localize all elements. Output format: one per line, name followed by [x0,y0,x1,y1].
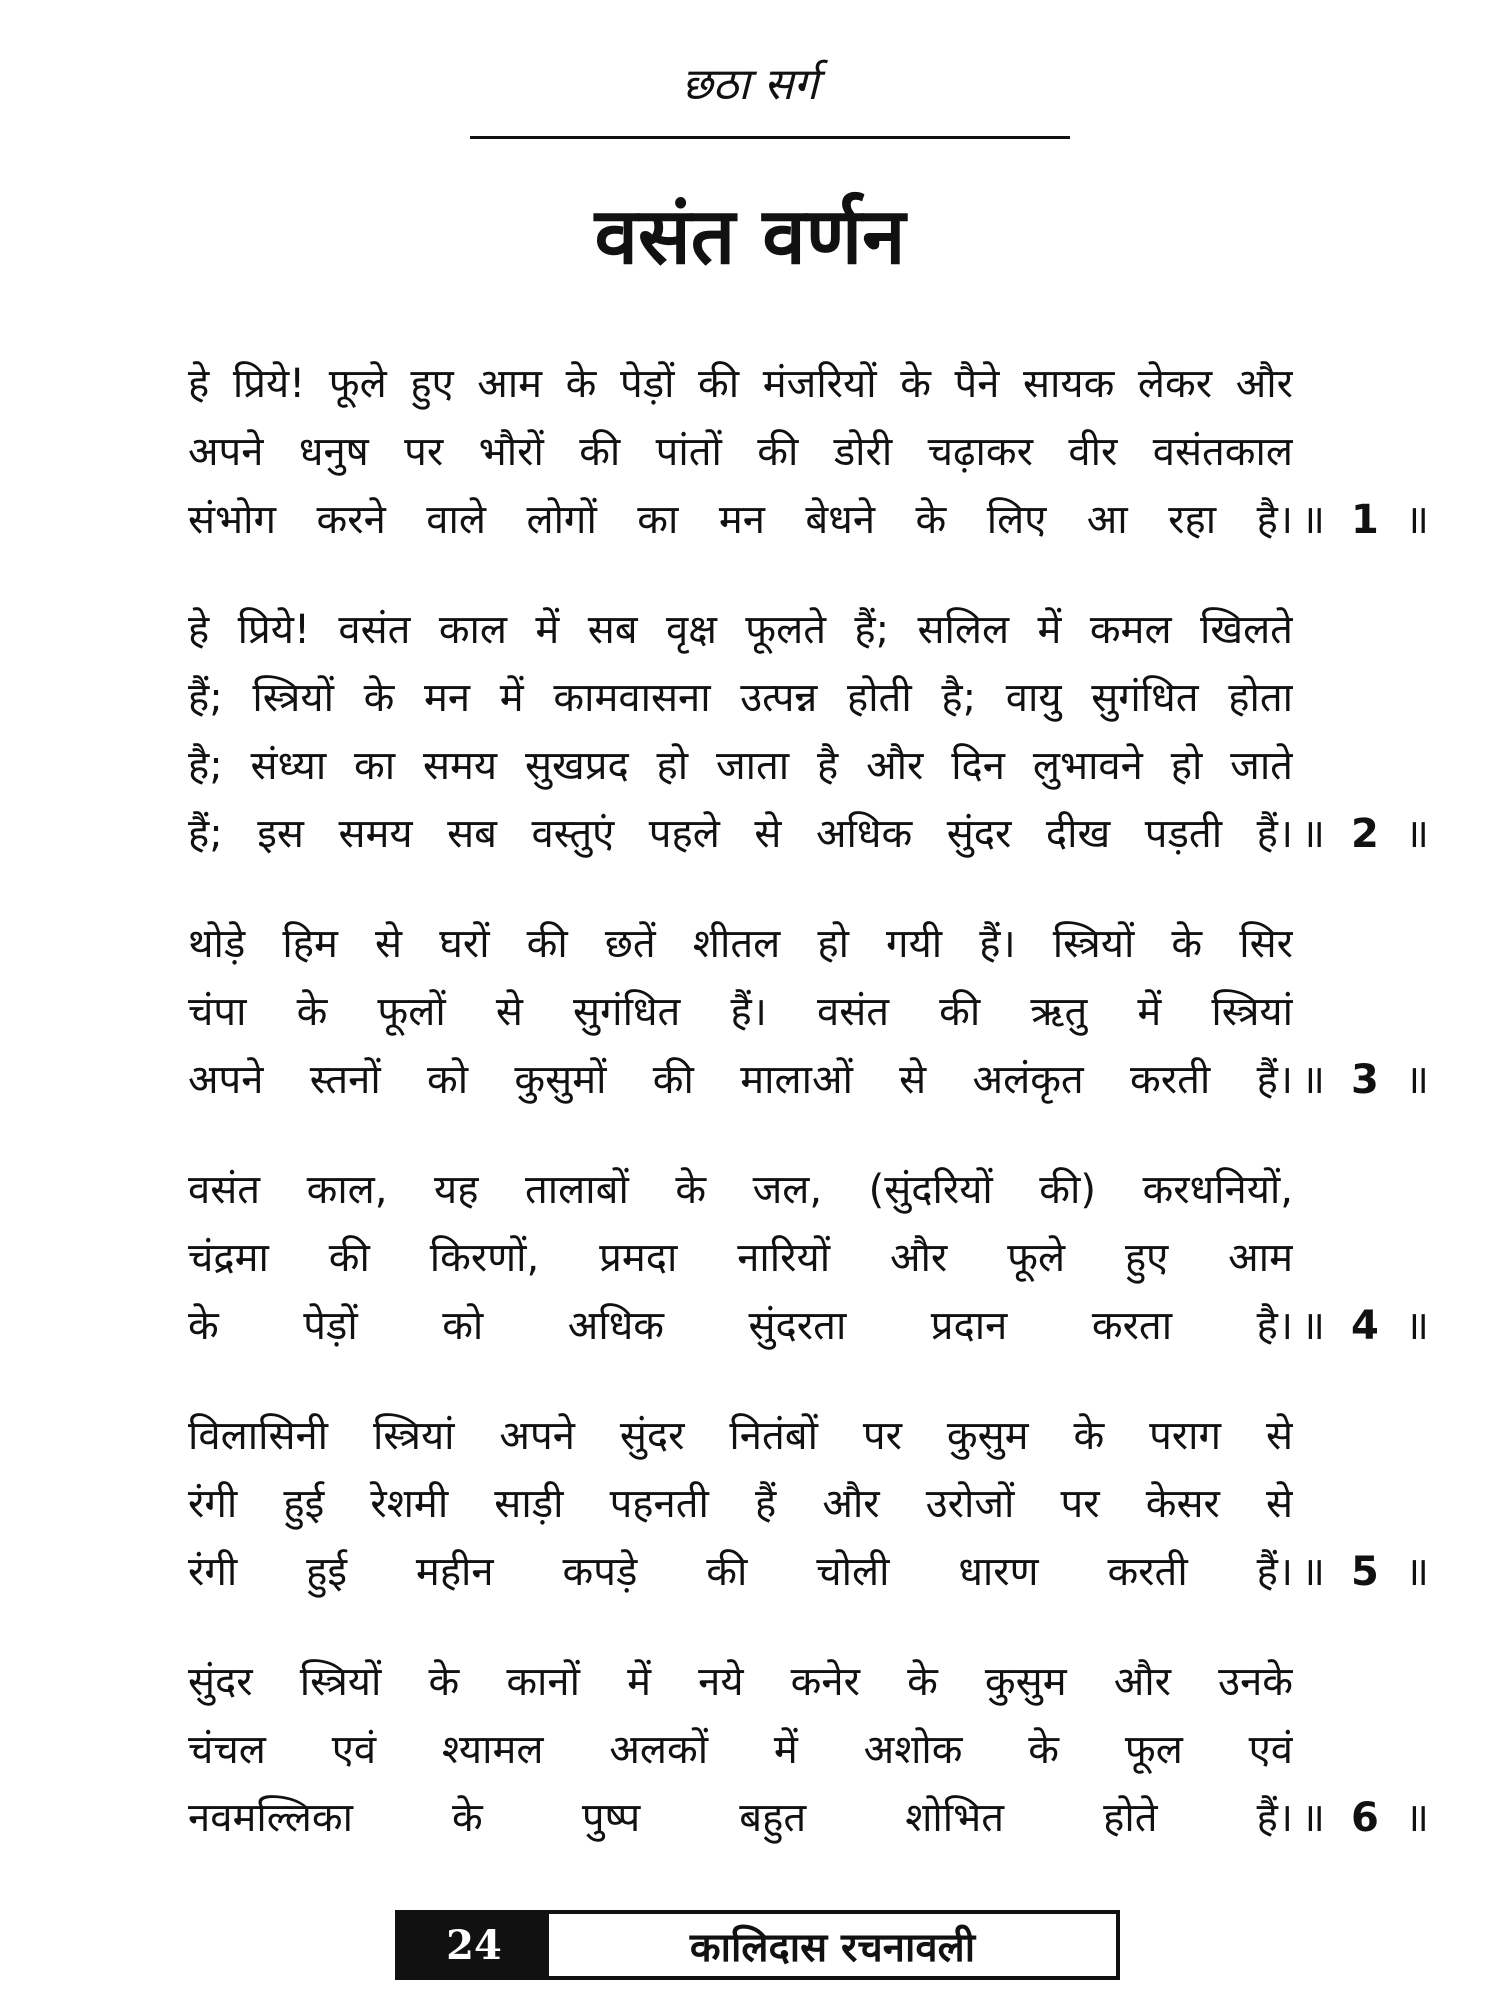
verse-number: 1 [1351,497,1379,543]
verse-line: वसंत काल, यह तालाबों के जल, (सुंदरियों की) करधनियों, [188,1167,1293,1213]
verse-mark-close: ॥ [1404,497,1429,543]
verse-mark-open: ॥ [1301,1795,1325,1841]
verse-line: रंगी हुई महीन कपड़े की चोली धारण करती हैं। [188,1549,1293,1595]
verse-mark-open: ॥ [1301,811,1325,857]
verse-list [188,350,1448,1894]
verse-number: 6 [1351,1795,1379,1841]
verse-line: सुंदर स्त्रियों के कानों में नये कनेर के कुसुम और उनके [188,1659,1293,1705]
verse-mark-open: ॥ [1301,1303,1325,1349]
verse-line: चंद्रमा की किरणों, प्रमदा नारियों और फूले हुए आम [188,1235,1293,1281]
heading-divider [470,136,1070,139]
verse-mark-close: ॥ [1404,811,1429,857]
verse-mark-open: ॥ [1301,497,1325,543]
verse-line: हैं; स्त्रियों के मन में कामवासना उत्पन्न होती है; वायु सुगंधित होता [188,675,1293,721]
verse-number: 5 [1351,1549,1379,1595]
verse-1 [188,350,1448,554]
verse-number-marker [1301,1784,1429,1852]
book-title: कालिदास रचनावली [689,1924,976,1971]
verse-mark-close: ॥ [1404,1549,1429,1595]
verse-number-marker [1301,800,1429,868]
verse-number-marker [1301,486,1429,554]
page-number: 24 [399,1914,549,1976]
verse-line: हे प्रिये! वसंत काल में सब वृक्ष फूलते हैं; सलिल में कमल खिलते [188,607,1293,653]
verse-line: विलासिनी स्त्रियां अपने सुंदर नितंबों पर कुसुम के पराग से [188,1413,1293,1459]
verse-number: 4 [1351,1303,1379,1349]
verse-line: थोड़े हिम से घरों की छतें शीतल हो गयी हैं। स्त्रियों के सिर [188,921,1293,967]
verse-mark-close: ॥ [1404,1057,1429,1103]
verse-mark-close: ॥ [1404,1795,1429,1841]
verse-mark-open: ॥ [1301,1549,1325,1595]
chapter-heading: छठा सर्ग [681,59,819,110]
verse-number-marker [1301,1538,1429,1606]
verse-number-marker [1301,1046,1429,1114]
verse-line: चंपा के फूलों से सुगंधित हैं। वसंत की ऋतु में स्त्रियां [188,989,1293,1035]
verse-line: हैं; इस समय सब वस्तुएं पहले से अधिक सुंदर दीख पड़ती हैं। [188,811,1293,857]
page-title: वसंत वर्णन [594,192,906,282]
verse-number: 2 [1351,811,1379,857]
verse-2 [188,596,1448,868]
verse-line: है; संध्या का समय सुखप्रद हो जाता है और दिन लुभावने हो जाते [188,743,1293,789]
verse-4 [188,1156,1448,1360]
verse-line: अपने स्तनों को कुसुमों की मालाओं से अलंकृत करती हैं। [188,1057,1293,1103]
verse-line: अपने धनुष पर भौरों की पांतों की डोरी चढ़ाकर वीर वसंतकाल [188,429,1293,475]
verse-5 [188,1402,1448,1606]
verse-line: रंगी हुई रेशमी साड़ी पहनती हैं और उरोजों पर केसर से [188,1481,1293,1527]
verse-line: नवमल्लिका के पुष्प बहुत शोभित होते हैं। [188,1795,1293,1841]
page-footer [395,1910,1120,1980]
verse-number: 3 [1351,1057,1379,1103]
verse-6 [188,1648,1448,1852]
verse-mark-close: ॥ [1404,1303,1429,1349]
verse-line: संभोग करने वाले लोगों का मन बेधने के लिए आ रहा है। [188,497,1293,543]
verse-line: चंचल एवं श्यामल अलकों में अशोक के फूल एवं [188,1727,1293,1773]
verse-mark-open: ॥ [1301,1057,1325,1103]
verse-3 [188,910,1448,1114]
verse-line: हे प्रिये! फूले हुए आम के पेड़ों की मंजरियों के पैने सायक लेकर और [188,361,1293,407]
verse-number-marker [1301,1292,1429,1360]
verse-line: के पेड़ों को अधिक सुंदरता प्रदान करता है। [188,1303,1293,1349]
